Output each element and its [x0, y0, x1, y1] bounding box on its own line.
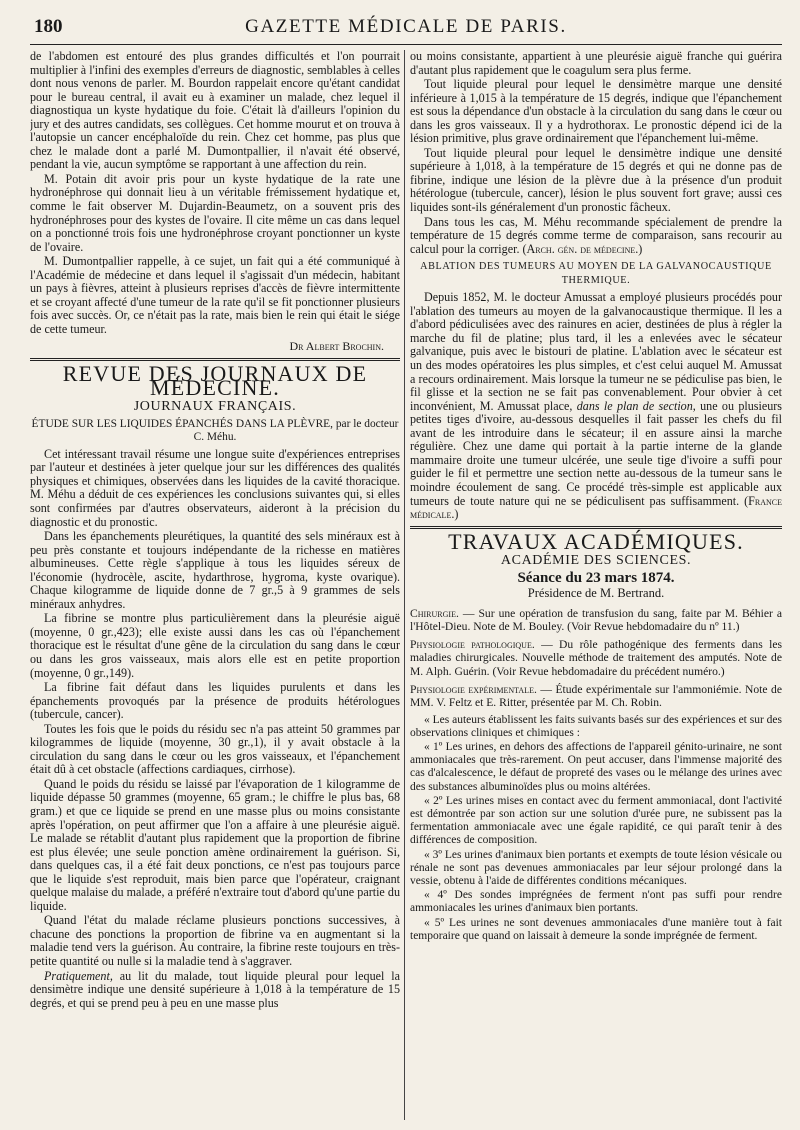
paragraph: Quand le poids du résidu se laissé par l'évaporation de 1 kilogramme de liquide dépasse 50 grammes (moyenne, 65 gram.; le chiffre le plus bas, 68 gram.) et que ce liquide se prend en une masse plus ou moins consistante après l'opération, on peut affirmer que l'on a affaire à une pleurésie aiguë. Le malade se rétablit d'autant plus rapidement que la proportion de fibrine est plus élevée; une seule ponction amène ordinairement la guérison. Si, dans quelques cas, il a été fait deux ponctions, ce n'est pas toujours parce que le liquide s'est reproduit, mais bien parce que l'opérateur, craignant quelque malaise du malade, a préféré n'extraire tout d'abord qu'une partie du liquide.: [30, 776, 400, 913]
article-title: ÉTUDE SUR LES LIQUIDES ÉPANCHÉS DANS LA PLÈVRE, par le docteur C. Méhu.: [31, 417, 399, 444]
paragraph: de l'abdomen est entouré des plus grandes difficultés et l'on pourrait multiplier à l'infini des exemples d'erreurs de diagnostic, semblables à celles dont nous venons de parler. M. Bourdon rappelait encore qu'étant candidat pour le bureau central, il avait eu à examiner un malade, chez lequel il diagnostiqua un kyste hydatique du foie. C'était là d'ailleurs l'opinion du jury et des autres candidats, ses collègues. Cet homme mourut et on trouva à l'autopsie un cancer encéphaloïde du rein. Chez cet homme, pas plus que chez le malade dont a parlé M. Dumontpallier, il n'avait été observé, pendant la vie, aucun symptôme se rapportant à une affection du rein.: [30, 50, 400, 172]
subsection-heading: JOURNAUX FRANÇAIS.: [133, 399, 297, 415]
page-header: [30, 14, 782, 45]
section-rule: [410, 526, 782, 527]
academic-entry: [410, 638, 782, 679]
running-title: GAZETTE MÉDICALE DE PARIS.: [245, 16, 567, 37]
paragraph: La fibrine se montre plus particulièrement dans la pleurésie aiguë (moyenne, 0 gr.,423); elle existe aussi dans les cas où l'épanchement thoracique est le résultat d'une gêne de la circulation du sang dans le cœur ou dans les gros vaisseaux, mais alors elle est en petite proportion (moyenne, 0 gr.,149).: [30, 611, 400, 680]
right-column: [410, 50, 782, 1122]
author-signature: Dr Albert Brochin.: [289, 339, 384, 354]
paragraph: Dans les épanchements pleurétiques, la quantité des sels minéraux est à peu près constante et toujours indépendante de la richesse en matières albumineuses. Cette règle s'applique à tous les liquides séreux de l'économie (hydrocèle, ascite, hydarthrose, hygroma, kyste ovarique). Chaque kilogramme de liquide donne de 7 gr.,5 à 9 grammes de sels minéraux anhydres.: [30, 529, 400, 611]
entry-label: Physiologie expérimentale.: [410, 682, 537, 696]
left-column: [30, 50, 400, 1122]
source-citation: (France médicale.): [410, 493, 782, 522]
paragraph: [410, 216, 782, 257]
italic-lead: Pratiquement,: [44, 968, 113, 983]
presidence-line: Présidence de M. Bertrand.: [527, 586, 665, 601]
source-citation: (Arch. gén. de médecine.): [522, 241, 643, 256]
italic-phrase: dans le plan de section: [576, 398, 693, 413]
paragraph: M. Dumontpallier rappelle, à ce sujet, un fait qui a été communiqué à l'Académie de médecine et dans lequel il s'agissait d'un médecin, habitant un pays à fièvres, atteint à plusieurs reprises d'accès de fièvre intermittente et se croyant affecté d'une tumeur de la rate qu'il se fit ponctionner plusieurs fois avec succès. Or, ce n'était pas la rate, mais bien le rein qui était le siége de cette tumeur.: [30, 254, 400, 336]
paragraph: Cet intéressant travail résume une longue suite d'expériences entreprises par l'auteur et destinées à jeter quelque jour sur les différences des qualités physiques et chimiques, observées dans les liquides de la cavité thoracique. M. Méhu a déduit de ces expériences les conclusions suivantes qui, si elles sont confirmées par d'autres observateurs, aideront à la précision du diagnostic et du pronostic.: [30, 446, 400, 529]
academic-entry: [410, 683, 782, 710]
paragraph: ou moins consistante, appartient à une pleurésie aiguë franche qui guérira d'autant plus rapidement que le coagulum sera plus ferme.: [410, 50, 782, 77]
paragraph-text: Depuis 1852, M. le docteur Amussat a employé plusieurs procédés pour l'ablation des tumeurs au moyen de la galvanocaustique thermique. Il les a d'abord pédiculisées avec des rainures en acier, destinées de plus à régler la marche du fil de platine; plus tard, il les a enlevées avec le sécateur galvanique, puis avec le bistouri de platine. L'ablation avec le sécateur est un des modes opératoires les plus simples, et c'est celui auquel M. Amussat a recours ordinairement. Mais lorsque la tumeur ne se pédiculise pas bien, le fil glisse et la section ne se fait pas convenablement. Pour obvier à cet inconvénient, M. Amussat place,: [410, 290, 782, 413]
entry-text: — Étude expérimentale sur l'ammoniémie. Note de MM. V. Feltz et E. Ritter, présentée par M. Ch. Robin.: [410, 682, 782, 710]
article-title: ABLATION DES TUMEURS AU MOYEN DE LA GALVANOCAUSTIQUE THERMIQUE.: [420, 261, 772, 286]
column-divider: [404, 50, 405, 1120]
paragraph-text: , une ou plusieurs petites tiges d'ivoire, au-dessous desquelles il fait passer les chefs du fil avant de les introduire dans le sécateur; il en assure ainsi la marche régulière. Chez une dame qui portait à la partie interne de la glande mammaire droite une tumeur ulcérée, une seule tige d'ivoire a suffi pour guider le fil et permettre une section nette au-dessous de la tumeur sans le moindre écoulement de sang. Ce procédé très-simple est applicable aux tumeurs de toute nature qui ne se pédiculisent pas suffisamment.: [410, 398, 782, 508]
quote-paragraph: « 5º Les urines ne sont devenues ammoniacales d'une manière tout à fait temporaire que quand on laissait à demeure la sonde imprégnée de ferment.: [410, 916, 782, 942]
quote-paragraph: « 1º Les urines, en dehors des affections de l'appareil génito-urinaire, ne sont ammoniacales que très-rarement. On peut accuser, dans l'immense majorité des cas d'alcalescence, le défaut de propreté des vases ou le mélange des urines avec des substances albuminoïdes plus ou moins altérées.: [410, 741, 782, 793]
paragraph: Toutes les fois que le poids du résidu sec n'a pas atteint 50 grammes par kilogrammes de liquide (moyenne, 30 gr.,1), il y avait obstacle à la circulation du sang dans le cœur ou les gros vaisseaux, et l'épanchement était dû à cet obstacle (affections cardiaques, cirrhose).: [30, 721, 400, 777]
section-heading: TRAVAUX ACADÉMIQUES.: [448, 528, 744, 554]
quote-paragraph: « 3º Les urines d'animaux bien portants et exempts de toute lésion vésicale ou rénale ne sont pas devenues ammoniacales par leur séjour prolongé dans la vessie, obtenu à l'aide de différentes conditions mécaniques.: [410, 848, 782, 888]
session-date: Séance du 23 mars 1874.: [517, 569, 675, 586]
entry-label: Chirurgie.: [410, 606, 459, 620]
section-heading: REVUE DES JOURNAUX DE MÉDECINE.: [62, 361, 368, 400]
quote-paragraph: « Les auteurs établissent les faits suivants basés sur des expériences et sur des observations cliniques et chimiques :: [410, 713, 782, 739]
paragraph: Tout liquide pleural pour lequel le densimètre marque une densité inférieure à 1,015 à la température de 15 degrés, indique que l'épanchement est sous la dépendance d'un obstacle à la circulation du sang dans le cœur ou dans les gros vaisseaux. Il y a hydrothorax. Le pronostic dépend ici de la lésion primitive, plus grave ordinairement que l'épanchement lui-même.: [410, 77, 782, 146]
paragraph-text: au lit du malade, tout liquide pleural pour lequel la densimètre indique une densité supérieure à 1,018 à la température de 15 degrés, et qui se prend peu à peu en une masse plus: [30, 968, 400, 1010]
paragraph: [30, 970, 400, 1011]
paragraph: [410, 291, 782, 521]
paragraph: Quand l'état du malade réclame plusieurs ponctions successives, à chacune des ponctions la proportion de fibrine va en augmentant si la maladie tend vers la guérison. Au contraire, la fibrine reste toujours en très-petite quantité ou nulle si la maladie tend à s'aggraver.: [30, 913, 400, 968]
subsection-heading: ACADÉMIE DES SCIENCES.: [500, 553, 692, 569]
entry-label: Physiologie pathologique.: [410, 637, 535, 651]
paragraph-text: Dans tous les cas, M. Méhu recommande spécialement de prendre la température de 15 degrés comme terme de comparaison, sans recourir au calcul pour la corriger.: [410, 214, 782, 256]
paragraph: La fibrine fait défaut dans les liquides purulents et dans les épanchements provoqués par la présence de produits hétérologues (tubercule, cancer).: [30, 680, 400, 722]
entry-text: — Du rôle pathogénique des ferments dans les maladies chirurgicales. Nouvelle méthode de traitement des amputés. Note de M. Alph. Guérin. (Voir Revue hebdomadaire du précédent numéro.): [410, 637, 782, 678]
page-number: 180: [34, 16, 63, 37]
quote-paragraph: « 4º Des sondes imprégnées de ferment n'ont pas suffi pour rendre ammoniacales les urines d'animaux bien portants.: [410, 889, 782, 915]
paragraph: Tout liquide pleural pour lequel le densimètre indique une densité supérieure à 1,018, à la température de 15 degrés et qui ne donne pas de fibrine, indique une lésion de la plèvre due à la présence d'un produit hétérologue (tubercule, cancer), lésion le plus souvent fort grave; aussi ces liquides sont-ils généralement d'un pronostic fâcheux.: [410, 145, 782, 215]
entry-text: — Sur une opération de transfusion du sang, faite par M. Béhier a l'Hôtel-Dieu. Note de M. Bouley. (Voir Revue hebdomadaire du nº 11.): [410, 606, 782, 634]
quote-paragraph: « 2º Les urines mises en contact avec du ferment ammoniacal, dont l'activité est démontrée par son action sur une solution d'urée pure, ne subissent pas la fermentation ammoniacale avec une égale rapidité, ce qui paraît tenir à des différences de composition.: [410, 794, 782, 847]
academic-entry: [410, 607, 782, 634]
section-rule: [30, 358, 400, 359]
paragraph: M. Potain dit avoir pris pour un kyste hydatique de la rate une hydronéphrose qui donnait lieu à un véritable frémissement hydatique et, comme le fait observer M. Dujardin-Beaumetz, on a souvent pris des hydronéphroses pour des kystes de l'ovaire. Il cite même un cas dans lequel on a ponctionné trois fois une hydronéphrose croyant ponctionner un kyste de l'ovaire.: [30, 171, 400, 254]
